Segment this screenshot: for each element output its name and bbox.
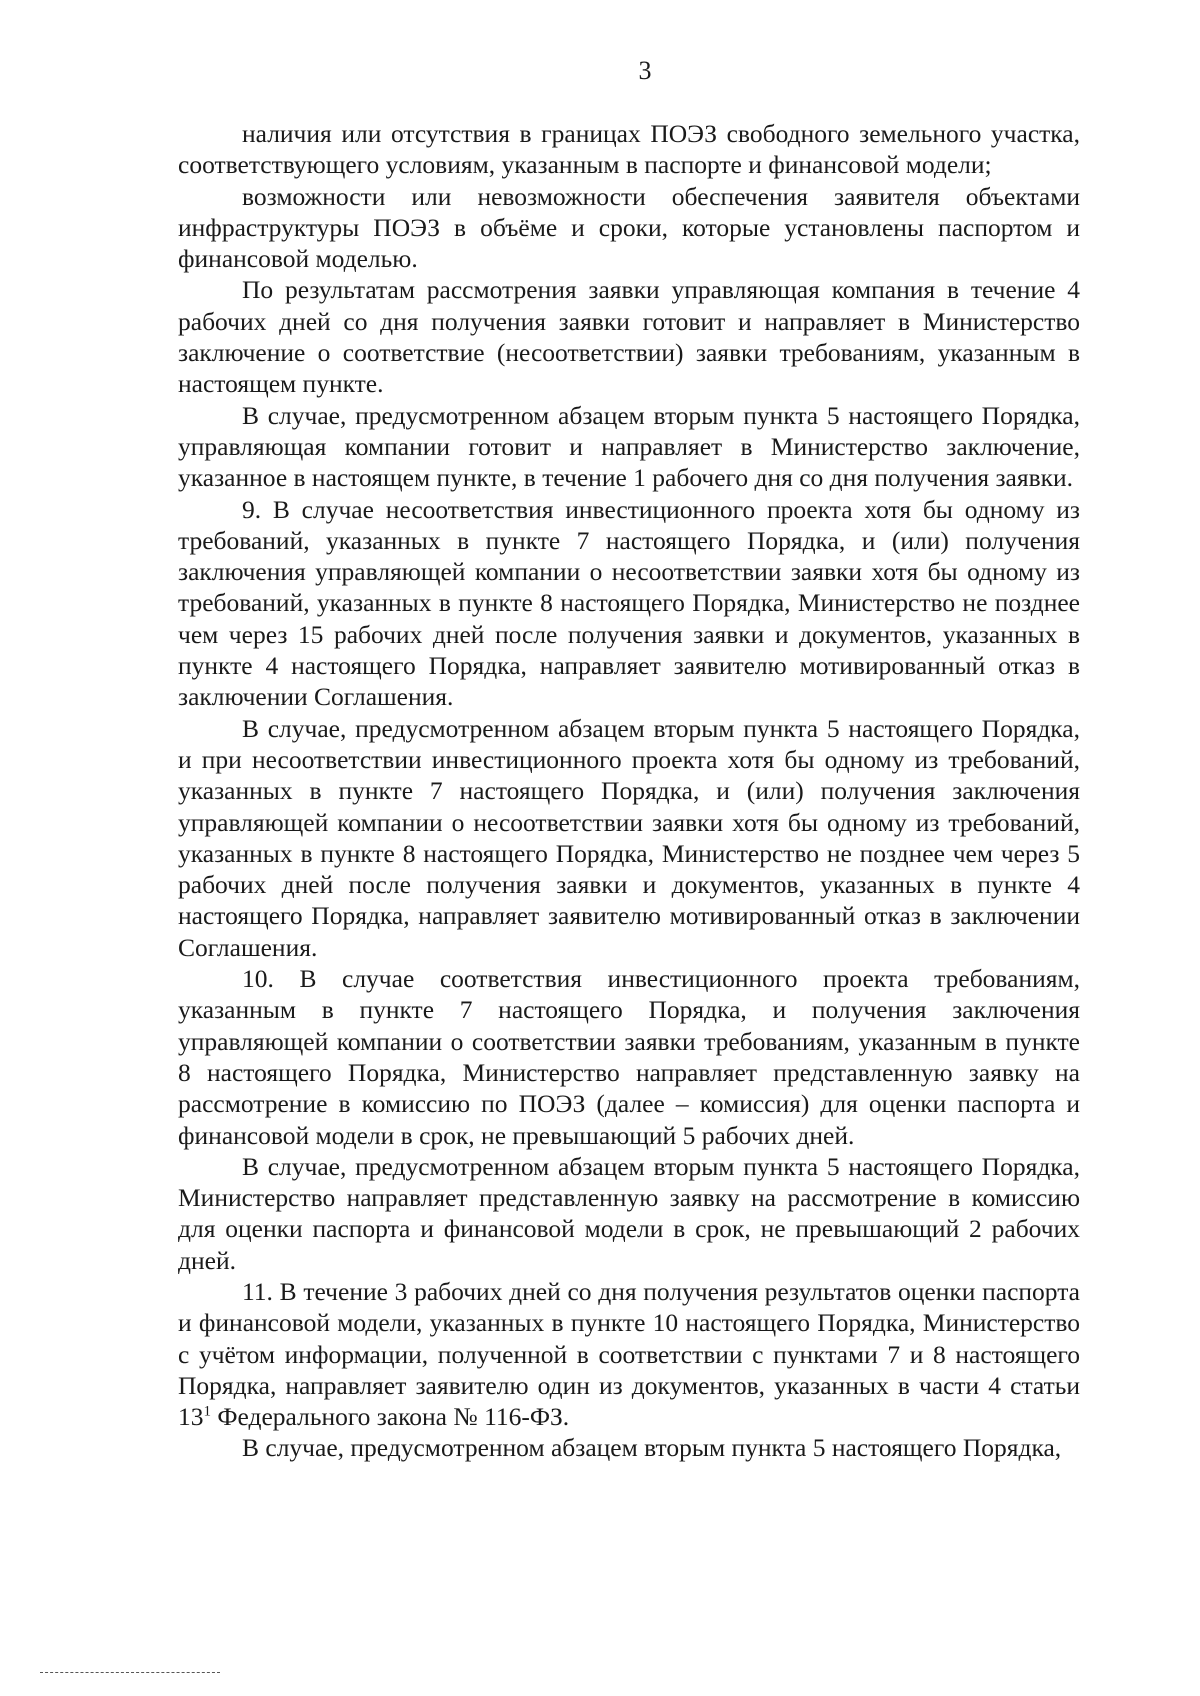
article-superscript: 1 (203, 1403, 211, 1420)
paragraph-item-11 (178, 1276, 1080, 1432)
item-11-text: 11. В течение 3 рабочих дней со дня получения результатов оценки паспорта и финансовой модели, указанных в пункте 10 настоящего Порядка, Министерство с учётом информации, полученной в соответствии с пунктами 7 и 8 настоящего Порядка, направляет заявителю один из документов, указанных в части 4 статьи 13 (178, 1276, 1080, 1432)
paragraph-item-9: 9. В случае несоответствия инвестиционного проекта хотя бы одному из требований, указанных в пункте 7 настоящего Порядка, и (или) получения заключения управляющей компании о несоответствии заявки хотя бы одному из требований, указанных в пункте 8 настоящего Порядка, Министерство не позднее чем через 15 рабочих дней после получения заявки и документов, указанных в пункте 4 настоящего Порядка, направляет заявителю мотивированный отказ в заключении Соглашения. (178, 494, 1080, 712)
paragraph-case-clause-5-last: В случае, предусмотренном абзацем вторым пункта 5 настоящего Порядка, (242, 1433, 1062, 1463)
page-number: 3 (638, 56, 652, 85)
paragraph-case-clause-5-refusal: В случае, предусмотренном абзацем вторым пункта 5 настоящего Порядка, и при несоответствии инвестиционного проекта хотя бы одному из требований, указанных в пункте 7 настоящего Порядка, и (или) получения заключения управляющей компании о несоответствии заявки хотя бы одному из требований, указанных в пункте 8 настоящего Порядка, Министерство не позднее чем через 5 рабочих дней после получения заявки и документов, указанных в пункте 4 настоящего Порядка, направляет заявителю мотивированный отказ в заключении Соглашения. (178, 713, 1080, 962)
paragraph-infrastructure: возможности или невозможности обеспечения заявителя объектами инфраструктуры ПОЭЗ в объёме и сроки, которые установлены паспортом и финансовой моделью. (178, 181, 1080, 274)
paragraph-case-clause-5-conclusion: В случае, предусмотренном абзацем вторым пункта 5 настоящего Порядка, управляющая компании готовит и направляет в Министерство заключение, указанное в настоящем пункте, в течение 1 рабочего дня со дня получения заявки. (178, 400, 1080, 493)
paragraph-case-clause-5-commission: В случае, предусмотренном абзацем вторым пункта 5 настоящего Порядка, Министерство направляет представленную заявку на рассмотрение в комиссию для оценки паспорта и финансовой модели в срок, не превышающий 2 рабочих дней. (178, 1151, 1080, 1275)
paragraph-item-10: 10. В случае соответствия инвестиционного проекта требованиям, указанным в пункте 7 настоящего Порядка, и получения заключения управляющей компании о соответствии заявки требованиям, указанным в пункте 8 настоящего Порядка, Министерство направляет представленную заявку на рассмотрение в комиссию по ПОЭЗ (далее – комиссия) для оценки паспорта и финансовой модели в срок, не превышающий 5 рабочих дней. (178, 964, 1080, 1150)
paragraph-review-results: По результатам рассмотрения заявки управляющая компания в течение 4 рабочих дней со дня получения заявки готовит и направляет в Министерство заключение о соответствие (несоответствии) заявки требованиям, указанным в настоящем пункте. (178, 275, 1080, 399)
item-11-text-end: Федерального закона № 116-ФЗ. (211, 1402, 570, 1432)
paragraph-land-plot: наличия или отсутствия в границах ПОЭЗ свободного земельного участка, соответствующего условиям, указанным в паспорте и финансовой модели; (178, 119, 1080, 180)
document-body (178, 118, 1080, 1464)
footer-rule (40, 1672, 220, 1673)
